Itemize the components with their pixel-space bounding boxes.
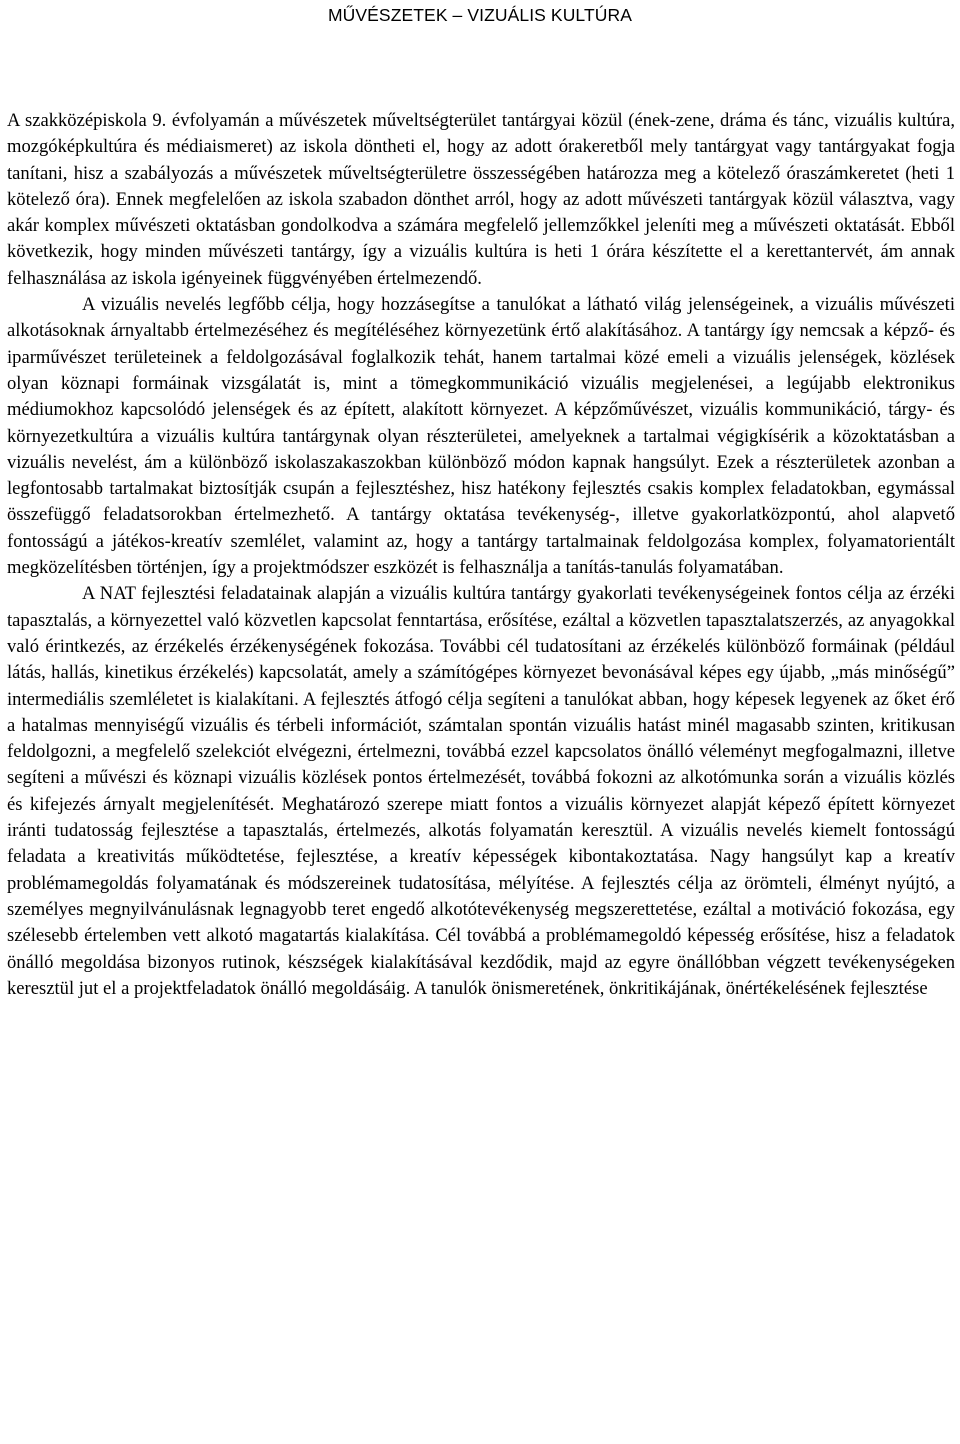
paragraph-visual-education-goal: A vizuális nevelés legfőbb célja, hogy hozzásegítse a tanulókat a látható világ jelenségeinek, a vizuális művészeti alkotásoknak árnyaltabb értelmezéséhez és megítéléséhez környezetünk értő alakításához. A tantárgy így nemcsak a képző- és iparművészet területeinek a feldolgozásával foglalkozik tehát, hanem tartalmai közé emeli a vizuális jelenségek, közlések olyan köznapi formáinak vizsgálatát is, mint a tömegkommunikáció vizuális megjelenései, a legújabb elektronikus médiumokhoz kapcsolódó jelenségek és az épített, alakított környezet. A képzőművészet, vizuális kommunikáció, tárgy- és környezetkultúra a vizuális kultúra tantárgynak olyan részterületei, amelyeknek a tartalmai végigkísérik a közoktatásban a vizuális nevelést, ám a különböző iskolaszakaszokban különböző módon kapnak hangsúlyt. Ezek a részterületek azonban a legfontosabb tartalmakat biztosítják csupán a fejlesztéshez, hisz hatékony fejlesztés csakis komplex feladatokban, egymással összefüggő feladatsorokban értelmezhető. A tantárgy oktatása tevékenység-, illetve gyakorlatközpontú, ahol alapvető fontosságú a játékos-kreatív szemlélet, valamint az, hogy a tantárgy tartalmainak feldolgozása komplex, folyamatorientált megközelítésben történjen, így a projektmódszer eszközét is felhasználja a tanítás-tanulás folyamatában.	[7, 294, 955, 579]
paragraph-nat-development-tasks: A NAT fejlesztési feladatainak alapján a vizuális kultúra tantárgy gyakorlati tevékenységeinek fontos célja az érzéki tapasztalás, a környezettel való közvetlen kapcsolat fenntartása, erősítése, ezáltal a közvetlen tapasztalatszerzés, az anyagokkal való érintkezés, az érzékelés érzékenységének fokozása. További cél tudatosítani az érzékelés különböző formáinak (például látás, hallás, kinetikus érzékelés) kapcsolatát, amely a számítógépes környezet bevonásával képes egy újabb, „más minőségű” intermediális szemléletet is kialakítani. A fejlesztés átfogó célja segíteni a tanulókat abban, hogy képesek legyenek az őket érő a hatalmas mennyiségű vizuális és térbeli információt, számtalan spontán vizuális hatást minél magasabb szinten, kritikusan feldolgozni, a megfelelő szelekciót elvégezni, értelmezni, továbbá ezzel kapcsolatos önálló véleményt megfogalmazni, illetve segíteni a művészi és köznapi vizuális közlések pontos értelmezését, továbbá fokozni az alkotómunka során a vizuális közlés és kifejezés árnyalt megjelenítését. Meghatározó szerepe miatt fontos a vizuális környezet alapját képező épített környezet iránti tudatosság fejlesztése a tapasztalás, értelmezés, alkotás folyamatán keresztül. A vizuális nevelés kiemelt fontosságú feladata a kreativitás működtetése, fejlesztése, a kreatív képességek kibontakoztatása. Nagy hangsúlyt kap a kreatív problémamegoldás folyamatának és módszereinek tudatosítása, mélyítése. A fejlesztés célja az örömteli, élményt nyújtó, a személyes megnyilvánulásnak legnagyobb teret engedő alkotótevékenység megszerettetése, ezáltal a motiváció fokozása, egy szélesebb értelemben vett alkotó magatartás kialakítása. Cél továbbá a problémamegoldó képesség erősítése, hisz a feladatok önálló megoldása bizonyos rutinok, készségek kialakításával kezdődik, majd az egyre önállóbban végzett tevékenységeken keresztül jut el a projektfeladatok önálló megoldásáig. A tanulók önismeretének, önkritikájának, önértékelésének fejlesztése	[7, 583, 955, 999]
paragraph-intro: A szakközépiskola 9. évfolyamán a művészetek műveltségterület tantárgyai közül (ének-zene, dráma és tánc, vizuális kultúra, mozgóképkultúra és médiaismeret) az iskola döntheti el, hogy az adott órakeretből mely tantárgyat vagy tantárgyakat fogja tanítani, hisz a szabályozás a művészetek műveltségterületre összességében határozza meg a kötelező óraszámkeretet (heti 1 kötelező óra). Ennek megfelelően az iskola szabadon dönthet arról, hogy az adott művészeti tantárgyak közül választva, vagy akár komplex művészeti oktatásban gondolkodva a számára megfelelő jellemzőkkel jeleníti meg a művészeti oktatását. Ebből következik, hogy minden művészeti tantárgy, így a vizuális kultúra is heti 1 órára készítette el a kerettantervét, ám annak felhasználása az iskola igényeinek függvényében értelmezendő.	[7, 110, 955, 289]
page-header-title: MŰVÉSZETEK – VIZUÁLIS KULTÚRA	[327, 5, 633, 25]
document-body	[7, 108, 955, 1002]
